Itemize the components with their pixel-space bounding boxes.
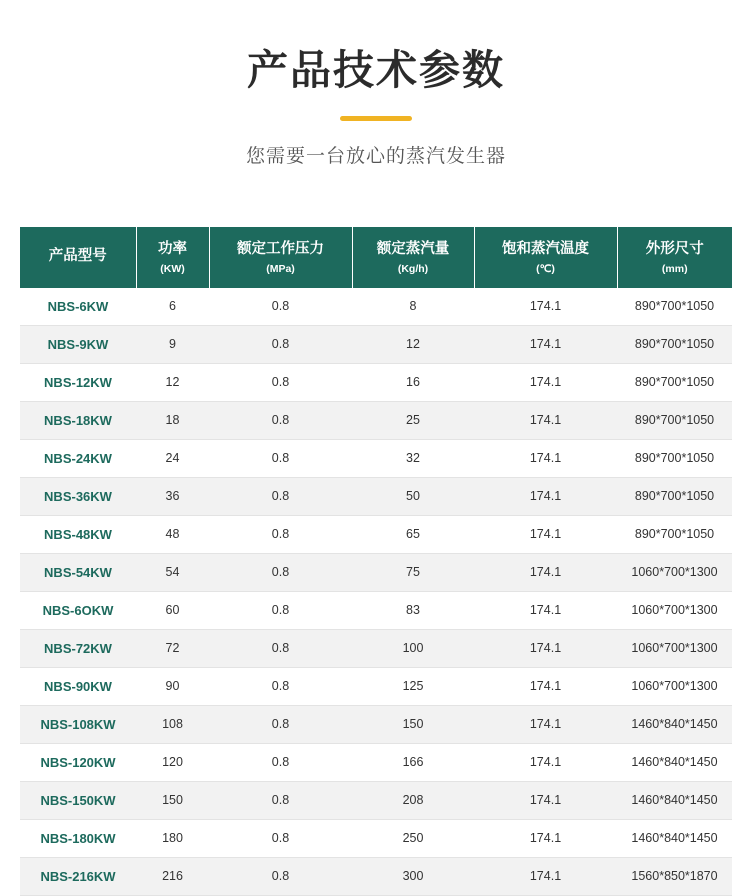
cell-value: 0.8 [209, 857, 352, 895]
table-row [20, 477, 732, 515]
cell-value: 150 [352, 705, 474, 743]
table-row [20, 401, 732, 439]
cell-value: 890*700*1050 [617, 515, 732, 553]
cell-value: 54 [136, 553, 209, 591]
cell-value: 174.1 [474, 325, 617, 363]
cell-value: 0.8 [209, 667, 352, 705]
cell-value: 24 [136, 439, 209, 477]
cell-value: 174.1 [474, 288, 617, 326]
cell-model: NBS-120KW [20, 743, 136, 781]
cell-model: NBS-54KW [20, 553, 136, 591]
cell-value: 0.8 [209, 439, 352, 477]
cell-model: NBS-6KW [20, 288, 136, 326]
cell-value: 180 [136, 819, 209, 857]
table-row [20, 629, 732, 667]
cell-value: 174.1 [474, 401, 617, 439]
cell-value: 174.1 [474, 591, 617, 629]
column-header-label: 外形尺寸 [645, 241, 704, 258]
cell-value: 1060*700*1300 [617, 591, 732, 629]
cell-value: 0.8 [209, 477, 352, 515]
column-header-steam-output [352, 227, 474, 288]
column-header-label: 额定蒸汽量 [376, 241, 450, 258]
table-row [20, 667, 732, 705]
spec-table-head [20, 227, 732, 288]
spec-table-container [20, 227, 732, 896]
column-header-unit: (Kg/h) [397, 262, 429, 275]
table-row [20, 591, 732, 629]
cell-model: NBS-12KW [20, 363, 136, 401]
cell-value: 50 [352, 477, 474, 515]
cell-model: NBS-9KW [20, 325, 136, 363]
cell-value: 174.1 [474, 553, 617, 591]
table-row [20, 325, 732, 363]
cell-value: 174.1 [474, 819, 617, 857]
cell-value: 1460*840*1450 [617, 743, 732, 781]
table-row [20, 781, 732, 819]
table-row [20, 819, 732, 857]
cell-value: 890*700*1050 [617, 325, 732, 363]
column-header-unit: (MPa) [266, 262, 295, 275]
column-header-model [20, 227, 136, 288]
spec-table-body [20, 288, 732, 896]
cell-value: 60 [136, 591, 209, 629]
cell-model: NBS-24KW [20, 439, 136, 477]
column-header-label: 产品型号 [48, 248, 107, 265]
cell-value: 1460*840*1450 [617, 705, 732, 743]
column-header-unit: (mm) [661, 262, 688, 275]
cell-value: 0.8 [209, 629, 352, 667]
cell-value: 48 [136, 515, 209, 553]
cell-model: NBS-36KW [20, 477, 136, 515]
cell-value: 65 [352, 515, 474, 553]
cell-value: 208 [352, 781, 474, 819]
cell-value: 890*700*1050 [617, 401, 732, 439]
column-header-pressure [209, 227, 352, 288]
cell-value: 174.1 [474, 781, 617, 819]
table-header-row [20, 227, 732, 288]
cell-value: 1560*850*1870 [617, 857, 732, 895]
cell-model: NBS-108KW [20, 705, 136, 743]
table-row [20, 743, 732, 781]
cell-value: 174.1 [474, 705, 617, 743]
cell-value: 36 [136, 477, 209, 515]
column-header-label: 饱和蒸汽温度 [502, 241, 589, 258]
cell-model: NBS-90KW [20, 667, 136, 705]
cell-value: 25 [352, 401, 474, 439]
cell-value: 0.8 [209, 515, 352, 553]
cell-value: 108 [136, 705, 209, 743]
column-header-unit: (KW) [160, 262, 185, 275]
cell-value: 216 [136, 857, 209, 895]
table-row [20, 288, 732, 326]
cell-value: 174.1 [474, 477, 617, 515]
cell-model: NBS-48KW [20, 515, 136, 553]
cell-value: 174.1 [474, 743, 617, 781]
page-subtitle: 您需要一台放心的蒸汽发生器 [245, 146, 506, 168]
cell-value: 890*700*1050 [617, 439, 732, 477]
cell-value: 1060*700*1300 [617, 667, 732, 705]
table-row [20, 553, 732, 591]
cell-value: 32 [352, 439, 474, 477]
table-row [20, 363, 732, 401]
cell-value: 0.8 [209, 401, 352, 439]
cell-value: 120 [136, 743, 209, 781]
cell-value: 174.1 [474, 439, 617, 477]
cell-value: 0.8 [209, 591, 352, 629]
cell-value: 166 [352, 743, 474, 781]
table-row [20, 705, 732, 743]
cell-value: 0.8 [209, 819, 352, 857]
cell-value: 890*700*1050 [617, 363, 732, 401]
cell-model: NBS-180KW [20, 819, 136, 857]
cell-value: 0.8 [209, 325, 352, 363]
cell-value: 18 [136, 401, 209, 439]
cell-value: 174.1 [474, 629, 617, 667]
cell-value: 9 [136, 325, 209, 363]
cell-value: 16 [352, 363, 474, 401]
column-header-label: 功率 [158, 241, 187, 258]
cell-value: 125 [352, 667, 474, 705]
cell-model: NBS-6OKW [20, 591, 136, 629]
column-header-label: 额定工作压力 [237, 241, 324, 258]
page-title: 产品技术参数 [247, 47, 505, 93]
cell-value: 300 [352, 857, 474, 895]
table-row [20, 515, 732, 553]
cell-value: 174.1 [474, 515, 617, 553]
cell-value: 90 [136, 667, 209, 705]
cell-value: 890*700*1050 [617, 477, 732, 515]
cell-value: 1460*840*1450 [617, 781, 732, 819]
cell-model: NBS-150KW [20, 781, 136, 819]
cell-value: 0.8 [209, 553, 352, 591]
title-divider [340, 116, 412, 121]
column-header-temperature [474, 227, 617, 288]
cell-value: 100 [352, 629, 474, 667]
cell-value: 72 [136, 629, 209, 667]
cell-value: 150 [136, 781, 209, 819]
spec-table [20, 227, 732, 896]
cell-value: 174.1 [474, 363, 617, 401]
cell-value: 1460*840*1450 [617, 819, 732, 857]
cell-value: 12 [136, 363, 209, 401]
cell-value: 1060*700*1300 [617, 629, 732, 667]
cell-value: 0.8 [209, 288, 352, 326]
cell-value: 250 [352, 819, 474, 857]
column-header-power [136, 227, 209, 288]
cell-value: 0.8 [209, 705, 352, 743]
cell-value: 6 [136, 288, 209, 326]
cell-value: 75 [352, 553, 474, 591]
cell-value: 890*700*1050 [617, 288, 732, 326]
cell-value: 1060*700*1300 [617, 553, 732, 591]
cell-value: 8 [352, 288, 474, 326]
cell-value: 12 [352, 325, 474, 363]
page-header [0, 0, 752, 168]
cell-model: NBS-216KW [20, 857, 136, 895]
column-header-unit: (℃) [536, 262, 555, 275]
cell-value: 0.8 [209, 363, 352, 401]
column-header-dimensions [617, 227, 732, 288]
cell-value: 83 [352, 591, 474, 629]
table-row [20, 857, 732, 895]
cell-value: 174.1 [474, 857, 617, 895]
cell-value: 0.8 [209, 781, 352, 819]
cell-model: NBS-18KW [20, 401, 136, 439]
table-row [20, 439, 732, 477]
cell-value: 174.1 [474, 667, 617, 705]
cell-value: 0.8 [209, 743, 352, 781]
cell-model: NBS-72KW [20, 629, 136, 667]
